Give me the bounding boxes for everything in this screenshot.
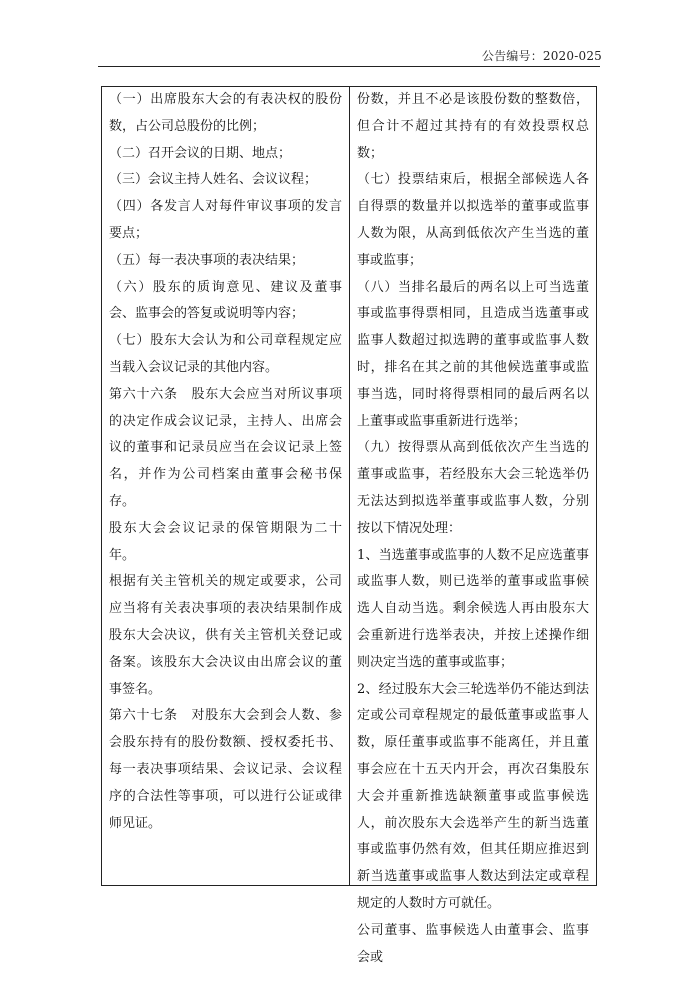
right-paragraph: （七）投票结束后，根据全部候选人各自得票的数量并以拟选举的董事或监事人数为限，从高到低依次产生当选的董事或监事； [357, 172, 589, 268]
left-paragraph: （一）出席股东大会的有表决权的股份数，占公司总股份的比例； [109, 92, 342, 134]
right-paragraph: 1、当选董事或监事的人数不足应选董事或监事人数，则已选举的董事或监事候选人自动当选。剩余候选人再由股东大会重新进行选举表决，并按上述操作细则决定当选的董事或监事； [357, 547, 589, 670]
left-paragraph: 根据有关主管机关的规定或要求，公司应当将有关表决事项的表决结果制作成股东大会决议，供有关主管机关登记或备案。该股东大会决议由出席会议的董事签名。 [109, 574, 342, 697]
header-divider [98, 66, 600, 67]
left-paragraph: （四）各发言人对每件审议事项的发言要点； [109, 199, 342, 241]
left-paragraph: 股东大会会议记录的保管期限为二十年。 [109, 520, 342, 563]
article-67: 第六十七条 对股东大会到会人数、参会股东持有的股份数额、授权委托书、每一表决事项结果、会议记录、会议程序的合法性等事项，可以进行公证或律师见证。 [109, 708, 342, 831]
left-paragraph: （六）股东的质询意见、建议及董事会、监事会的答复或说明等内容； [109, 279, 342, 322]
left-paragraph: （二）召开会议的日期、地点； [109, 145, 292, 161]
left-paragraph: （五）每一表决事项的表决结果； [109, 252, 305, 268]
right-paragraph: 2、经过股东大会三轮选举仍不能达到法定或公司章程规定的最低董事或监事人数，原任董事或监事不能离任，并且董事会应在十五天内开会，再次召集股东大会并重新推选缺额董事或监事候选人，前次股东大会选举产生的新当选董事或监事仍然有效，但其任期应推迟到新当选董事或监事人数达到法定或章程规定的人数时方可就任。 [357, 681, 589, 911]
left-column [102, 87, 350, 885]
announcement-number: 公告编号：2020-025 [481, 49, 602, 63]
right-paragraph: （八）当排名最后的两名以上可当选董事或监事得票相同，且造成当选董事或监事人数超过拟选聘的董事或监事人数时，排名在其之前的其他候选董事或监事当选，同时将得票相同的最后两名以上董事或监事重新进行选举； [357, 279, 589, 429]
right-paragraph: （九）按得票从高到低依次产生当选的董事或监事，若经股东大会三轮选举仍无法达到拟选举董事或监事人数，分别按以下情况处理： [357, 440, 589, 536]
right-paragraph: 份数，并且不必是该股份数的整数倍，但合计不超过其持有的有效投票权总数； [357, 92, 589, 161]
left-paragraph: （三）会议主持人姓名、会议议程； [109, 172, 318, 188]
article-66: 第六十六条 股东大会应当对所议事项的决定作成会议记录，主持人、出席会议的董事和记录员应当在会议记录上签名，并作为公司档案由董事会秘书保存。 [109, 386, 342, 509]
right-paragraph: 公司董事、监事候选人由董事会、监事会或 [357, 922, 589, 965]
left-paragraph: （七）股东大会认为和公司章程规定应当载入会议记录的其他内容。 [109, 333, 342, 375]
right-column [350, 87, 596, 965]
comparison-table [101, 86, 597, 965]
